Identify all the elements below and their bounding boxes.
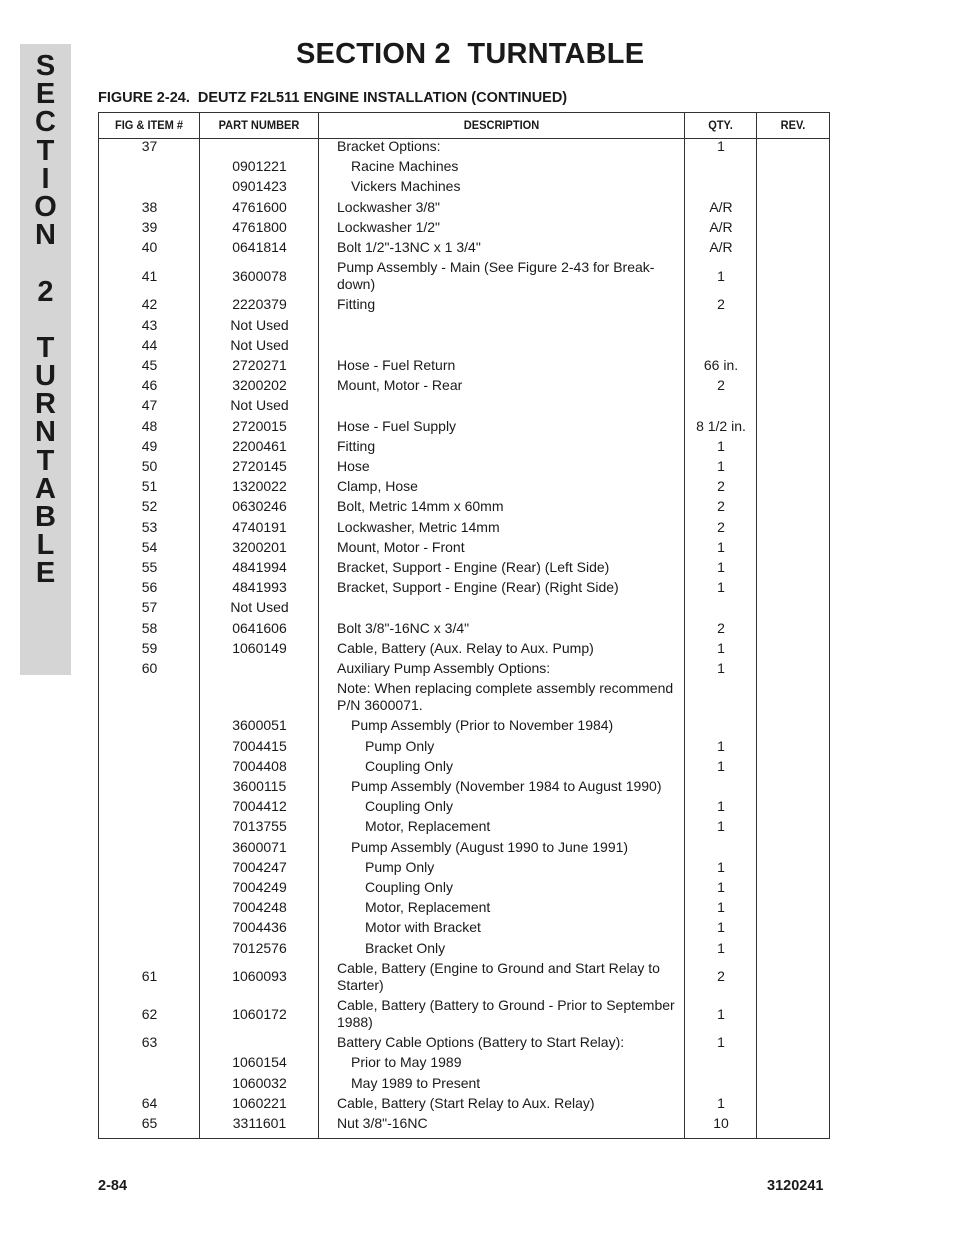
qty-cell: 1 (717, 757, 725, 774)
description-cell: Battery Cable Options (Battery to Start Relay): (337, 1034, 625, 1051)
part-number-cell: 4841994 (232, 559, 287, 575)
table-row (99, 418, 829, 435)
qty-cell: 1 (717, 660, 725, 676)
item-cell: 47 (141, 397, 158, 414)
part-number-cell: 1060221 (232, 1094, 287, 1111)
description-cell: Bracket, Support - Engine (Rear) (Left Side) (337, 559, 610, 575)
side-tab-letter: B (35, 501, 56, 533)
part-number-cell: 7004247 (232, 858, 287, 875)
table-row (99, 178, 829, 195)
table-row (99, 458, 829, 475)
part-number-cell: 1060093 (232, 968, 287, 985)
description-cell: Coupling Only (365, 757, 453, 774)
part-number-cell: 1060154 (232, 1054, 287, 1071)
table-row (99, 377, 829, 394)
table-row (99, 1095, 829, 1112)
description-cell: Bolt, Metric 14mm x 60mm (337, 498, 504, 515)
table-row (99, 579, 829, 596)
description-cell: Mount, Motor - Front (337, 538, 465, 555)
part-number-cell: 7012576 (232, 939, 287, 956)
header-rev: REV. (780, 118, 806, 132)
document-number: 3120241 (767, 1178, 824, 1194)
table-row (99, 940, 829, 957)
side-tab-letter: R (35, 388, 56, 421)
description-cell: Lockwasher 1/2" (337, 218, 441, 235)
table-row (99, 138, 829, 155)
description-cell: Bracket Only (365, 939, 446, 956)
description-cell: Prior to May 1989 (351, 1054, 462, 1071)
qty-cell: 1 (717, 939, 725, 956)
description-cell: Bolt 1/2"-13NC x 1 3/4" (337, 239, 481, 255)
table-row (99, 559, 829, 576)
item-cell: 61 (141, 968, 158, 985)
table-row (99, 337, 829, 354)
description-cell: Bracket Options: (337, 138, 441, 154)
qty-cell: 8 1/2 in. (696, 417, 746, 434)
description-cell: Lockwasher, Metric 14mm (337, 518, 500, 535)
part-number-cell: 4740191 (232, 518, 287, 535)
item-cell: 48 (141, 417, 158, 434)
table-row (99, 620, 829, 637)
description-cell: Hose - Fuel Return (337, 357, 456, 373)
item-cell: 44 (141, 336, 158, 353)
item-cell: 64 (141, 1094, 158, 1111)
item-cell: 58 (141, 619, 158, 636)
side-tab-letter: T (36, 134, 55, 167)
side-tab-letter: 2 (37, 275, 54, 308)
part-number-cell: 4761800 (232, 218, 287, 235)
qty-cell: 1 (717, 1005, 725, 1022)
side-tab-letter: I (41, 162, 50, 195)
page-title: SECTION 2 TURNTABLE (296, 38, 645, 70)
table-row (99, 859, 829, 876)
part-number-cell: 7004248 (232, 899, 287, 916)
description-cell: Pump Only (365, 858, 435, 875)
item-cell: 65 (141, 1115, 158, 1131)
qty-cell: 1 (717, 798, 725, 815)
table-row (99, 1054, 829, 1071)
item-cell: 57 (141, 599, 158, 616)
qty-cell: 66 in. (703, 357, 739, 373)
table-row (99, 219, 829, 236)
description-cell: Clamp, Hose (337, 478, 418, 495)
part-number-cell: 2200461 (232, 437, 287, 454)
description-cell: Cable, Battery (Start Relay to Aux. Relay) (337, 1094, 595, 1111)
description-cell: Cable, Battery (Battery to Ground - Prior to September 1988) (337, 997, 675, 1030)
page-number: 2-84 (98, 1178, 128, 1194)
part-number-cell: 2720145 (232, 458, 287, 474)
qty-cell: A/R (709, 198, 733, 215)
description-cell: Coupling Only (365, 798, 453, 815)
part-number-cell: 1060149 (232, 639, 287, 656)
part-number-cell: 1060032 (232, 1074, 287, 1091)
side-tab-letter: C (35, 106, 56, 139)
table-row (99, 1034, 829, 1051)
description-cell: Fitting (337, 296, 376, 313)
qty-cell: 1 (717, 899, 725, 916)
table-row (99, 539, 829, 556)
item-cell: 63 (141, 1034, 158, 1051)
item-cell: 54 (141, 538, 158, 555)
description-cell: Motor, Replacement (365, 818, 491, 835)
qty-cell: 1 (717, 437, 725, 454)
description-cell: Racine Machines (351, 158, 459, 175)
part-number-cell: 7004415 (232, 737, 287, 754)
section-side-tab (20, 44, 71, 675)
qty-cell: 2 (717, 518, 725, 535)
table-row (99, 879, 829, 896)
table-row (99, 158, 829, 175)
item-cell: 43 (141, 316, 158, 333)
part-number-cell: 3200202 (232, 377, 287, 394)
description-cell: Hose - Fuel Supply (337, 417, 457, 434)
qty-cell: 2 (717, 296, 725, 313)
description-cell: Cable, Battery (Engine to Ground and Start Relay to Starter) (337, 959, 660, 993)
table-row (99, 960, 829, 994)
description-cell: Nut 3/8"-16NC (337, 1115, 428, 1131)
description-cell: Vickers Machines (351, 178, 461, 195)
qty-cell: 1 (717, 579, 725, 596)
table-row (99, 239, 829, 256)
part-number-cell: 4761600 (232, 198, 287, 215)
table-row (99, 1075, 829, 1092)
part-number-cell: 0901221 (232, 158, 287, 175)
part-number-cell: 7004436 (232, 919, 287, 936)
part-number-cell: 3600071 (232, 838, 287, 855)
qty-cell: A/R (709, 239, 733, 255)
side-tab-letter: O (34, 190, 57, 223)
item-cell: 46 (141, 377, 158, 394)
description-cell: Coupling Only (365, 879, 453, 895)
side-tab-letter: A (35, 472, 56, 505)
item-cell: 50 (141, 458, 158, 474)
table-row (99, 478, 829, 495)
side-tab-letter: T (36, 331, 55, 364)
qty-cell: 1 (717, 1094, 725, 1111)
item-cell: 55 (141, 559, 158, 575)
part-number-cell: Not Used (230, 599, 289, 616)
side-tab-letter: T (36, 444, 55, 477)
qty-cell: 1 (717, 267, 725, 284)
qty-cell: 1 (717, 919, 725, 936)
header-description: DESCRIPTION (463, 118, 540, 132)
qty-cell: 1 (717, 1034, 725, 1051)
description-cell: Motor, Replacement (365, 899, 491, 916)
qty-cell: 1 (717, 639, 725, 656)
side-tab-letter: U (35, 360, 56, 393)
table-row (99, 599, 829, 616)
item-cell: 38 (141, 198, 158, 215)
description-cell: Hose (337, 458, 370, 474)
item-cell: 52 (141, 498, 158, 515)
table-row (99, 357, 829, 374)
table-row (99, 640, 829, 657)
item-cell: 40 (141, 239, 158, 255)
table-row (99, 919, 829, 936)
qty-cell: 1 (717, 879, 725, 895)
table-row (99, 660, 829, 677)
side-tab-letter: E (35, 557, 56, 590)
item-cell: 51 (141, 478, 158, 495)
header-qty: QTY. (708, 118, 733, 132)
description-cell: Pump Assembly (November 1984 to August 1990) (351, 778, 662, 794)
part-number-cell: 7013755 (232, 818, 287, 835)
part-number-cell: 1060172 (232, 1005, 287, 1022)
description-cell: Bolt 3/8"-16NC x 3/4" (337, 619, 470, 636)
description-cell: Bracket, Support - Engine (Rear) (Right Side) (337, 579, 619, 596)
part-number-cell: Not Used (230, 397, 289, 414)
side-tab-letter: N (35, 219, 56, 252)
description-cell: Fitting (337, 437, 376, 454)
item-cell: 42 (141, 296, 158, 313)
item-cell: 39 (141, 218, 158, 235)
item-cell: 53 (141, 518, 158, 535)
part-number-cell: 3600115 (232, 778, 287, 794)
side-tab-letter: N (35, 416, 56, 449)
table-row (99, 1115, 829, 1132)
table-row (99, 818, 829, 835)
table-row (99, 738, 829, 755)
description-cell: Lockwasher 3/8" (337, 198, 441, 215)
table-row (99, 296, 829, 313)
item-cell: 62 (141, 1005, 158, 1022)
part-number-cell: 3200201 (232, 538, 287, 555)
table-row (99, 317, 829, 334)
table-row (99, 899, 829, 916)
table-row (99, 798, 829, 815)
table-row (99, 438, 829, 455)
table-row (99, 259, 829, 293)
item-cell: 59 (141, 639, 158, 656)
qty-cell: A/R (709, 218, 733, 235)
description-cell: Auxiliary Pump Assembly Options: (337, 660, 551, 676)
table-row (99, 199, 829, 216)
qty-cell: 1 (717, 559, 725, 575)
header-part-number: PART NUMBER (218, 118, 300, 132)
qty-cell: 2 (717, 619, 725, 636)
table-row (99, 839, 829, 856)
table-row (99, 397, 829, 414)
part-number-cell: 0641606 (232, 619, 287, 636)
qty-cell: 1 (717, 138, 725, 154)
item-cell: 56 (141, 579, 158, 596)
qty-cell: 1 (717, 458, 725, 474)
description-cell: Mount, Motor - Rear (337, 377, 463, 394)
description-cell: Note: When replacing complete assembly recommend P/N 3600071. (337, 680, 674, 714)
table-row (99, 498, 829, 515)
side-tab-letter: E (35, 78, 56, 111)
qty-cell: 2 (717, 498, 725, 515)
item-cell: 60 (141, 660, 158, 676)
part-number-cell: 3311601 (232, 1115, 287, 1131)
qty-cell: 1 (717, 858, 725, 875)
part-number-cell: Not Used (230, 316, 289, 333)
part-number-cell: 4841993 (232, 579, 287, 596)
table-row (99, 519, 829, 536)
description-cell: Pump Assembly (Prior to November 1984) (351, 717, 614, 734)
part-number-cell: 2720015 (232, 417, 287, 434)
part-number-cell: 7004249 (232, 879, 287, 895)
part-number-cell: 0630246 (232, 498, 287, 515)
table-row (99, 717, 829, 734)
description-cell: Pump Only (365, 737, 435, 754)
table-row (99, 778, 829, 795)
table-row (99, 680, 829, 714)
qty-cell: 1 (717, 737, 725, 754)
description-cell: Cable, Battery (Aux. Relay to Aux. Pump) (337, 639, 594, 656)
figure-title: FIGURE 2-24. DEUTZ F2L511 ENGINE INSTALLATION (CONTINUED) (98, 90, 568, 106)
header-item: FIG & ITEM # (114, 118, 184, 132)
item-cell: 49 (141, 437, 158, 454)
part-number-cell: 3600051 (232, 717, 287, 734)
part-number-cell: 7004408 (232, 757, 287, 774)
part-number-cell: 2720271 (232, 357, 287, 373)
side-tab-letter: L (36, 529, 55, 562)
item-cell: 45 (141, 357, 158, 373)
qty-cell: 10 (713, 1115, 729, 1131)
qty-cell: 2 (717, 377, 725, 394)
item-cell: 41 (141, 267, 158, 284)
part-number-cell: 0901423 (232, 178, 287, 195)
part-number-cell: 2220379 (232, 296, 287, 313)
qty-cell: 2 (717, 478, 725, 495)
side-tab-letter: S (35, 50, 56, 82)
qty-cell: 1 (717, 818, 725, 835)
part-number-cell: Not Used (230, 336, 289, 353)
description-cell: Motor with Bracket (365, 919, 481, 936)
part-number-cell: 3600078 (232, 267, 287, 284)
item-cell: 37 (141, 138, 158, 154)
qty-cell: 2 (717, 968, 725, 985)
table-row (99, 997, 829, 1031)
part-number-cell: 0641814 (232, 239, 287, 255)
part-number-cell: 1320022 (232, 478, 287, 495)
description-cell: May 1989 to Present (351, 1074, 481, 1091)
table-row (99, 758, 829, 775)
description-cell: Pump Assembly - Main (See Figure 2-43 for Break-down) (337, 259, 655, 293)
parts-table (98, 112, 830, 1139)
part-number-cell: 7004412 (232, 798, 287, 815)
qty-cell: 1 (717, 538, 725, 555)
description-cell: Pump Assembly (August 1990 to June 1991) (351, 838, 629, 855)
